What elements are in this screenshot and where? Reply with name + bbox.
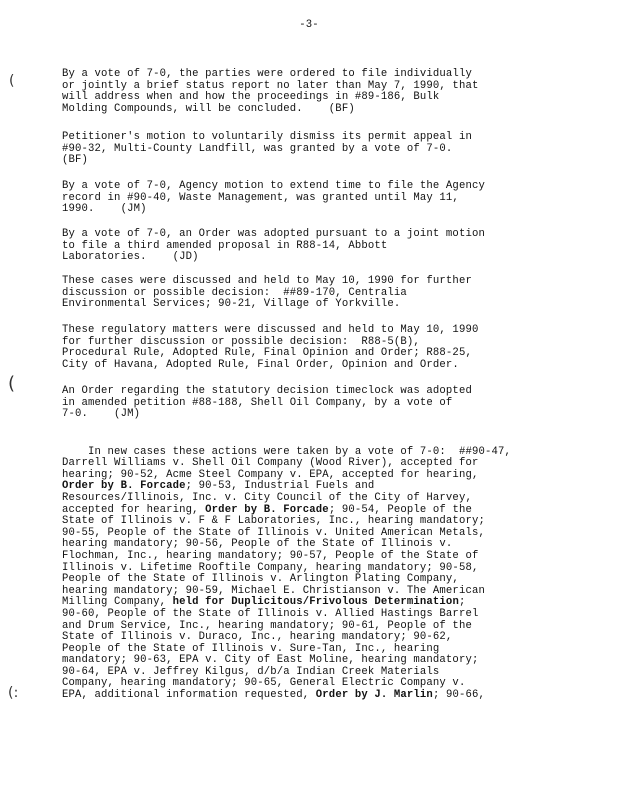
new-cases-bold-2: Order by B. Forcade xyxy=(205,503,329,516)
binder-hole-mark-top: ( xyxy=(9,73,15,89)
new-cases-bold-1: Order by B. Forcade xyxy=(62,480,186,493)
new-cases-text-1: In new cases these actions were taken by a vote of 7-0: ##90-47, Darrell Williams v. Shell Oil Company (Wood River), accepted for hearing; 90-52, Acme Steel Company v. EPA, accepted for hearing, xyxy=(62,445,512,481)
new-cases-bold-3: held for Duplicitous/Frivolous Determination xyxy=(172,596,459,609)
new-cases-text-3: ; 90-54, People of the State of Illinois v. F & F Laboratories, Inc., hearing mandatory; 90-55, People of the State of Illinois v. United American Metals, hearing mandatory; 90-56, People of the State of Illinois v. Flochman, Inc., hearing mandatory; 90-57, People of the State of Illinois v. Lifetime Rooftile Company, hearing mandatory; 90-58, People of the State of Illinois v. Arlington Plating Company, hearing mandatory; 90-59, Michael E. Christianson v. The American Milling Company, xyxy=(62,503,485,609)
paragraph-status-report: By a vote of 7-0, the parties were ordered to file individually or jointly a brief status report no later than May 7, 1990, that will address when and how the proceedings in #89-186, Bulk Molding Compounds, will be concluded. (BF) xyxy=(62,68,479,115)
paragraph-regulatory-matters: These regulatory matters were discussed and held to May 10, 1990 for further discussion or possible decision: R88-5(B), Procedural Rule, Adopted Rule, Final Opinion and Order; R88-25, City of Havana, Adopted Rule, Final Order, Opinion and Order. xyxy=(62,324,479,371)
new-cases-text-2: ; 90-53, Industrial Fuels and Resources/Illinois, Inc. v. City Council of the City of Harvey, accepted for hearing, xyxy=(62,480,472,516)
paragraph-extend-time: By a vote of 7-0, Agency motion to extend time to file the Agency record in #90-40, Waste Management, was granted until May 11, 1990. (JM) xyxy=(62,180,485,216)
new-cases-text-5: ; 90-66, xyxy=(432,689,485,702)
new-cases-text-4: ; 90-60, People of the State of Illinois v. Allied Hastings Barrel and Drum Service, Inc., hearing mandatory; 90-61, People of the State of Illinois v. Duraco, Inc., hearing mandatory; 90-62, People of the State of Illinois v. Sure-Tan, Inc., hearing mandatory; 90-63, EPA v. City of East Moline, hearing mandatory; 90-64, EPA v. Jeffrey Kilgus, d/b/a Indian Creek Materials Company, hearing mandatory; 90-65, General Electric Company v. EPA, additional information requested, xyxy=(62,596,479,702)
new-cases-bold-4: Order by J. Marlin xyxy=(315,689,433,702)
paragraph-timeclock-order: An Order regarding the statutory decision timeclock was adopted in amended petition #88-188, Shell Oil Company, by a vote of 7-0. (JM) xyxy=(62,385,472,421)
page-number: -3- xyxy=(299,19,319,31)
binder-hole-mark-middle: ( xyxy=(8,373,16,394)
paragraph-motion-dismiss: Petitioner's motion to voluntarily dismiss its permit appeal in #90-32, Multi-County Landfill, was granted by a vote of 7-0. (BF) xyxy=(62,131,472,167)
binder-hole-mark-bottom: (: xyxy=(8,685,19,701)
paragraph-new-cases xyxy=(62,435,582,702)
paragraph-cases-held: These cases were discussed and held to May 10, 1990 for further discussion or possible decision: ##89-170, Centralia Environmental Services; 90-21, Village of Yorkville. xyxy=(62,275,472,311)
paragraph-joint-motion: By a vote of 7-0, an Order was adopted pursuant to a joint motion to file a third amended proposal in R88-14, Abbott Laboratories. (JD) xyxy=(62,228,485,264)
